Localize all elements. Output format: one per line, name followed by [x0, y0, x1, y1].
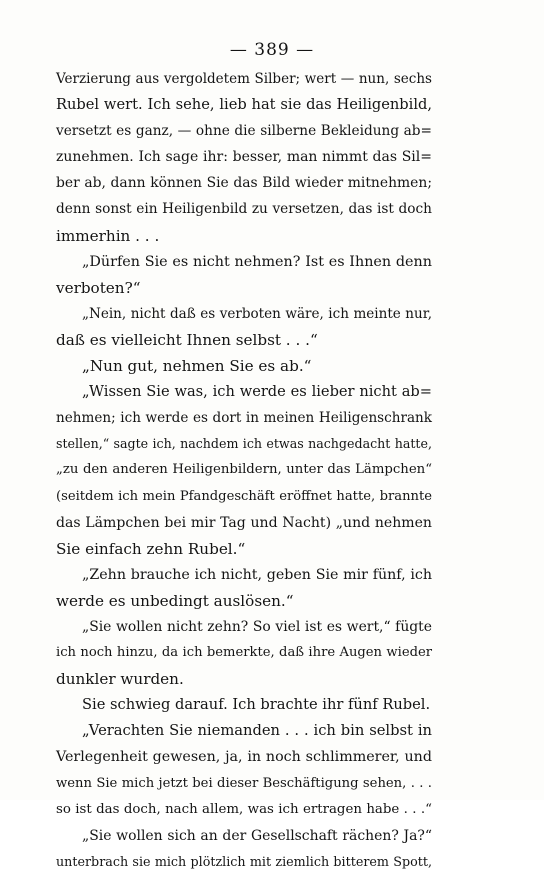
text-line: verboten?“: [56, 278, 141, 297]
text-line: Verlegenheit gewesen, ja, in noch schlimmerer, und: [56, 749, 432, 766]
page-number: — 389 —: [229, 40, 315, 60]
text-line: „zu den anderen Heiligenbildern, unter das Lämpchen“: [56, 462, 432, 478]
text-line: so ist das doch, nach allem, was ich ertragen habe . . .“: [56, 801, 432, 817]
text-line: Rubel wert. Ich sehe, lieb hat sie das Heiligenbild,: [56, 96, 432, 114]
text-line: versetzt es ganz, — ohne die silberne Bekleidung ab=: [56, 123, 432, 140]
text-line: „Nein, nicht daß es verboten wäre, ich meinte nur,: [82, 305, 432, 322]
text-line: werde es unbedingt auslösen.“: [56, 591, 294, 610]
text-line: Sie einfach zehn Rubel.“: [56, 539, 246, 558]
text-line: „Nun gut, nehmen Sie es ab.“: [82, 357, 312, 376]
text-line: „Sie wollen nicht zehn? So viel ist es wert,“ fügte: [82, 618, 432, 635]
text-line: „Verachten Sie niemanden . . . ich bin selbst in: [82, 722, 432, 740]
text-line: „Dürfen Sie es nicht nehmen? Ist es Ihnen denn: [82, 253, 432, 270]
text-line: Verzierung aus vergoldetem Silber; wert — nun, sechs: [56, 71, 432, 87]
text-line: Sie schwieg darauf. Ich brachte ihr fünf Rubel.: [82, 696, 431, 714]
text-line: unterbrach sie mich plötzlich mit ziemlich bitterem Spott,: [56, 853, 432, 869]
text-line: denn sonst ein Heiligenbild zu versetzen, das ist doch: [56, 201, 432, 218]
text-line: das Lämpchen bei mir Tag und Nacht) „und nehmen: [56, 514, 432, 531]
text-line: „Zehn brauche ich nicht, geben Sie mir fünf, ich: [82, 566, 432, 583]
text-line: „Wissen Sie was, ich werde es lieber nicht ab=: [82, 383, 432, 401]
text-line: ich noch hinzu, da ich bemerkte, daß ihre Augen wieder: [56, 645, 432, 661]
text-line: stellen,“ sagte ich, nachdem ich etwas nachgedacht hatte,: [56, 436, 432, 452]
text-line: zunehmen. Ich sage ihr: besser, man nimmt das Sil=: [56, 149, 432, 166]
text-line: wenn Sie mich jetzt bei dieser Beschäftigung sehen, . . .: [56, 775, 432, 791]
text-line: (seitdem ich mein Pfandgeschäft eröffnet hatte, brannte: [56, 488, 432, 504]
text-line: dunkler wurden.: [56, 670, 184, 689]
body-text: [56, 66, 432, 875]
text-line: „Sie wollen sich an der Gesellschaft rächen? Ja?“: [82, 827, 432, 844]
text-line: daß es vielleicht Ihnen selbst . . .“: [56, 330, 318, 349]
text-line: immerhin . . .: [56, 226, 160, 245]
text-line: ber ab, dann können Sie das Bild wieder mitnehmen;: [56, 175, 432, 192]
text-line: nehmen; ich werde es dort in meinen Heiligenschrank: [56, 410, 432, 427]
